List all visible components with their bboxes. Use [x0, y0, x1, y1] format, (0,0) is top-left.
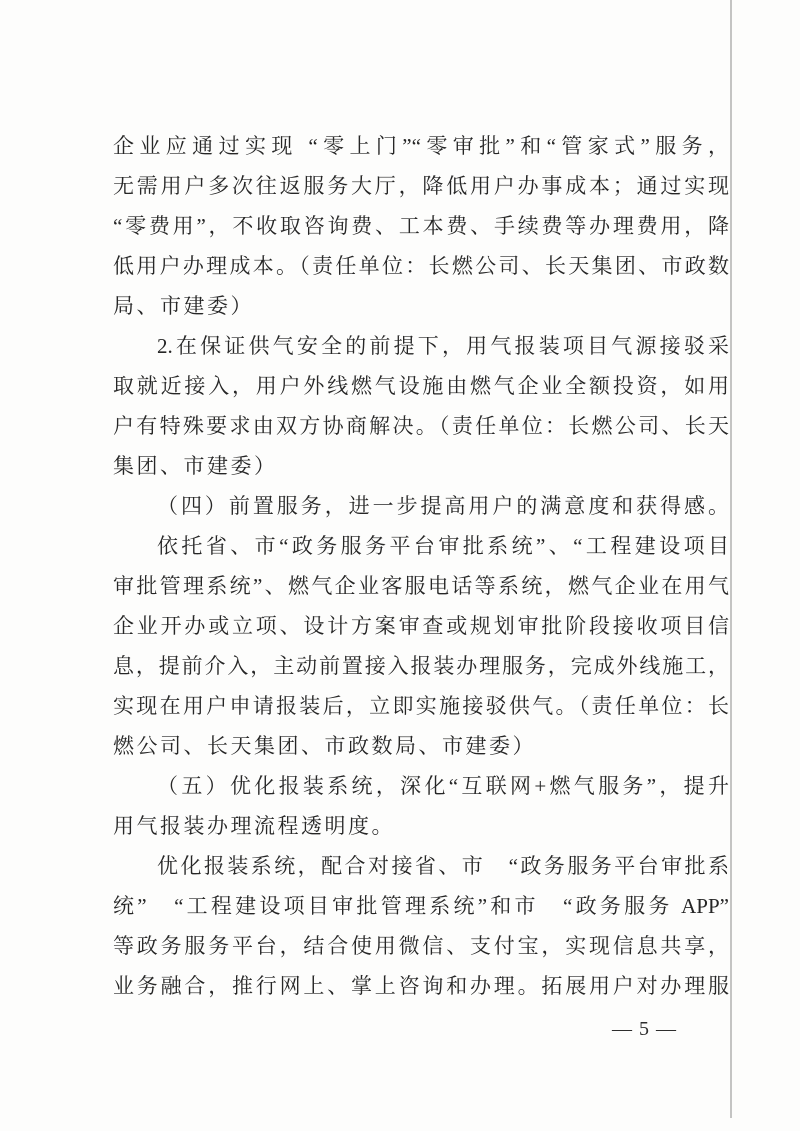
scan-edge-line: [730, 0, 732, 1118]
text-line: 审批管理系统”、燃气企业客服电话等系统，燃气企业在用气: [113, 574, 729, 598]
text-line: 户有特殊要求由双方协商解决。（责任单位：长燃公司、长天: [113, 414, 729, 438]
text-line: 优化报装系统，配合对接省、市 “政务服务平台审批系: [157, 854, 729, 878]
text-line: 用气报装办理流程透明度。: [113, 814, 395, 838]
text-line: 统” “工程建设项目审批管理系统”和市 “政务服务 APP”: [113, 894, 729, 918]
text-line: 企业开办或立项、设计方案审查或规划审批阶段接收项目信: [113, 614, 729, 638]
text-line: 息，提前介入，主动前置接入报装办理服务，完成外线施工，: [113, 654, 729, 678]
text-line: 取就近接入，用户外线燃气设施由燃气企业全额投资，如用: [113, 374, 729, 398]
text-line: 依托省、市“政务服务平台审批系统”、“工程建设项目: [157, 534, 729, 558]
section-heading-line: （五）优化报装系统，深化“互联网+燃气服务”，提升: [157, 774, 729, 798]
text-line: 集团、市建委）: [113, 454, 278, 478]
text-line: 无需用户多次往返服务大厅，降低用户办事成本；通过实现: [113, 174, 729, 198]
text-line: “零费用”，不收取咨询费、工本费、手续费等办理费用，降: [113, 214, 729, 238]
text-line: 局、市建委）: [113, 294, 254, 318]
text-line: 2.在保证供气安全的前提下，用气报装项目气源接驳采: [157, 334, 729, 358]
text-line: 低用户办理成本。（责任单位：长燃公司、长天集团、市政数: [113, 254, 729, 278]
section-heading-line: （四）前置服务，进一步提高用户的满意度和获得感。: [157, 494, 729, 518]
text-line: 实现在用户申请报装后，立即实施接驳供气。（责任单位：长: [113, 694, 729, 718]
page-number: — 5 —: [612, 1018, 677, 1040]
text-line: 企业应通过实现 “零上门”“零审批”和“管家式”服务，: [113, 134, 729, 158]
document-body: [113, 126, 729, 1006]
text-line: 业务融合，推行网上、掌上咨询和办理。拓展用户对办理服: [113, 974, 729, 998]
text-line: 等政务服务平台，结合使用微信、支付宝，实现信息共享，: [113, 934, 729, 958]
text-line: 燃公司、长天集团、市政数局、市建委）: [113, 734, 536, 758]
